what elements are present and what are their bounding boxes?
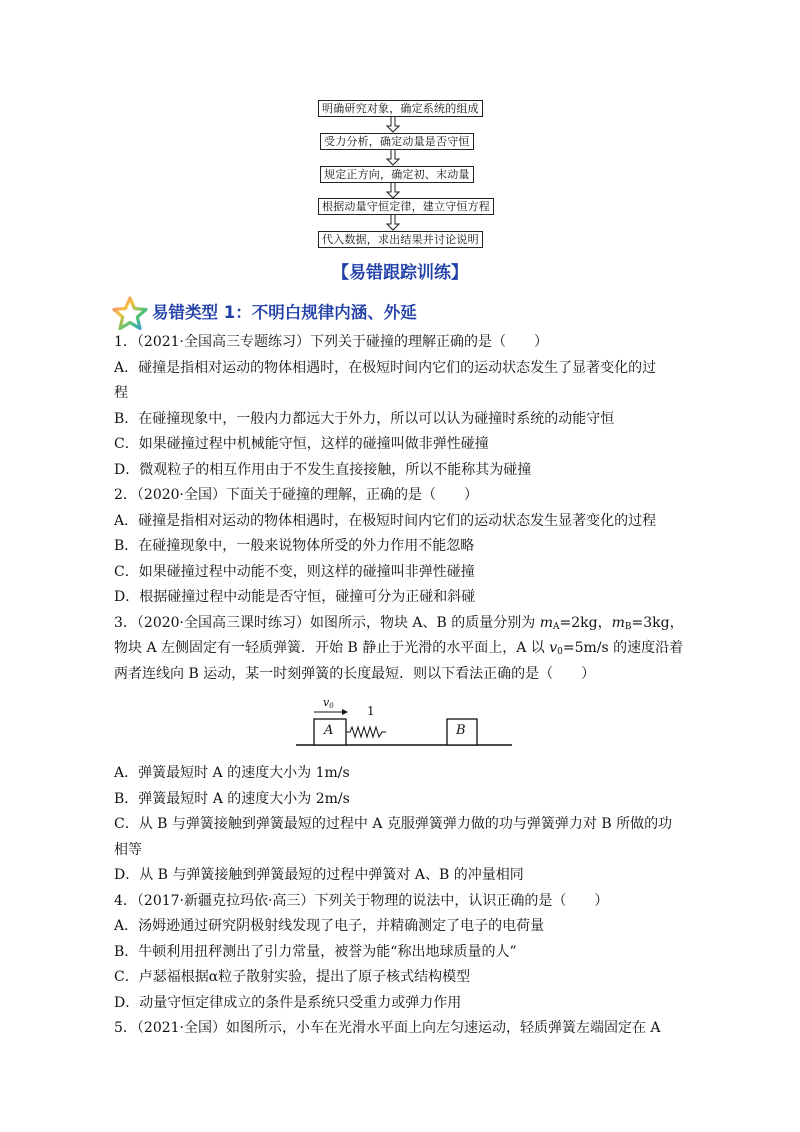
down-arrow-icon [386,215,400,231]
down-arrow-icon [386,150,400,166]
q2-option-c: C．如果碰撞过程中动能不变，则这样的碰撞叫非弹性碰撞 [114,564,475,580]
flow-step-4: 根据动量守恒定律，建立守恒方程 [318,198,494,215]
flow-step-1: 明确研究对象，确定系统的组成 [318,100,483,117]
q2-option-d: D．根据碰撞过程中动能是否守恒，碰撞可分为正碰和斜碰 [114,589,476,605]
figure-block-a-label: A [324,723,334,738]
q3-option-c: C．从 B 与弹簧接触到弹簧最短的过程中 A 克服弹簧弹力做的功与弹簧弹力对 B 所做的功 [114,816,673,832]
figure-spring-label: 1 [367,704,375,718]
figure-velocity-label: $v_0$ [323,696,334,710]
q3-stem-line2 [114,638,683,662]
q4-option-c: C．卢瑟福根据α粒子散射实验，提出了原子核式结构模型 [114,969,471,985]
q2-option-a: A．碰撞是指相对运动的物体相遇时，在极短时间内它们的运动状态发生显著变化的过程 [114,513,657,529]
q4-stem: 4．（2017·新疆克拉玛依·高三）下列关于物理的说法中，认识正确的是（ ） [114,893,609,909]
q4-option-a: A．汤姆逊通过研究阴极射线发现了电子，并精确测定了电子的电荷量 [114,918,545,934]
q3-option-c-cont: 相等 [114,842,142,858]
q3-stem-text: 物块 A 左侧固定有一轻质弹簧．开始 B 静止于光滑的水平面上，A 以 [114,640,550,656]
q2-option-b: B．在碰撞现象中，一般来说物体所受的外力作用不能忽略 [114,538,475,554]
section-title: 【易错跟踪训练】 [332,263,468,283]
q4-option-d: D．动量守恒定律成立的条件是系统只受重力或弹力作用 [114,995,462,1011]
mass-a-subscript: A [553,622,560,632]
q1-option-a: A．碰撞是指相对运动的物体相遇时，在极短时间内它们的运动状态发生了显著变化的过 [114,360,657,376]
mass-a-value: =2kg， [559,615,612,631]
q3-stem-line1 [114,613,684,637]
star-icon [112,296,148,332]
mass-b-value: =3kg， [631,615,684,631]
q1-option-d: D．微观粒子的相互作用由于不发生直接接触，所以不能称其为碰撞 [114,462,532,478]
figure-block-b-label: B [456,723,466,738]
error-type-title: 易错类型 1：不明白规律内涵、外延 [152,303,417,322]
q2-stem: 2．（2020·全国）下面关于碰撞的理解，正确的是（ ） [114,487,478,503]
q3-stem-text: 3．（2020·全国高三课时练习）如图所示，物块 A、B 的质量分别为 [114,615,540,631]
spring-block-figure [296,696,512,752]
flow-step-2: 受力分析，确定动量是否守恒 [320,133,474,150]
q3-option-a: A．弹簧最短时 A 的速度大小为 1m/s [114,765,350,781]
q1-option-a-cont: 程 [114,385,128,401]
down-arrow-icon [386,183,400,199]
q1-stem: 1．（2021·全国高三专题练习）下列关于碰撞的理解正确的是（ ） [114,334,548,350]
mass-a-symbol: m [539,615,554,631]
q3-option-d: D．从 B 与弹簧接触到弹簧最短的过程中弹簧对 A、B 的冲量相同 [114,867,524,883]
flow-step-3: 规定正方向，确定初、末动量 [320,166,474,183]
q1-option-b: B．在碰撞现象中，一般内力都远大于外力，所以可以认为碰撞时系统的动能守恒 [114,411,615,427]
q3-option-b: B．弹簧最短时 A 的速度大小为 2m/s [114,791,350,807]
mass-b-subscript: B [624,622,632,632]
flow-step-5: 代入数据，求出结果并讨论说明 [318,231,483,248]
velocity-value: =5m/s 的速度沿着 [562,640,684,656]
q4-option-b: B．牛顿利用扭秤测出了引力常量，被誉为能“称出地球质量的人” [114,944,517,960]
q3-stem-line3: 两者连线向 B 运动，某一时刻弹簧的长度最短．则以下看法正确的是（ ） [114,666,596,682]
q1-option-c: C．如果碰撞过程中机械能守恒，这样的碰撞叫做非弹性碰撞 [114,436,489,452]
velocity-subscript: 0 [557,647,563,657]
q5-stem: 5．（2021·全国）如图所示，小车在光滑水平面上向左匀速运动，轻质弹簧左端固定在 A [114,1020,661,1036]
mass-b-symbol: m [611,615,625,631]
velocity-symbol: v [549,640,558,656]
down-arrow-icon [386,117,400,133]
